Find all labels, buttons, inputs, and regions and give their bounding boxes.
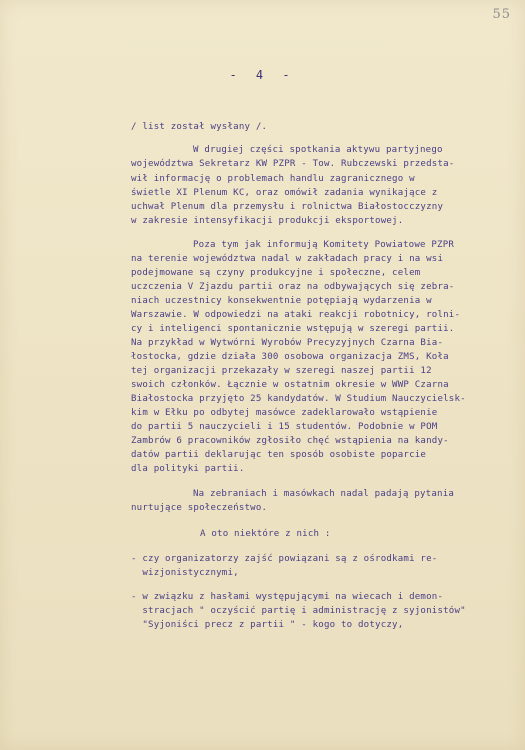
paragraph-3-line: nurtujące społeczeństwo. (131, 503, 268, 513)
paragraph-2-line: Warszawie. W odpowiedzi na ataki reakcji robotnicy, rolni- (131, 310, 461, 320)
paragraph-1-line: województwa Sekretarz KW PZPR - Tow. Rubczewski przedsta- (131, 159, 455, 169)
paragraph-2-line: Zambrów 6 pracowników zgłosiło chęć wstąpienia na kandy- (131, 436, 449, 446)
paragraph-1-line: w zakresie intensyfikacji produkcji eksportowej. (131, 216, 404, 226)
paragraph-2-line: cy i inteligenci spontanicznie wstępują w szeregi partii. (131, 324, 455, 334)
question-line: "Syjoniści precz z partii " - kogo to dotyczy, (131, 620, 404, 630)
paragraph-1-line: W drugiej części spotkania aktywu partyjnego (193, 145, 443, 155)
paragraph-2-line: uczczenia V Zjazdu partii oraz na odbywających się zebra- (131, 282, 455, 292)
page-marker: - 4 - (229, 68, 296, 82)
opening-line: / list został wysłany /. (131, 122, 268, 132)
paragraph-2-line: swoich członków. Łącznie w ostatnim okresie w WWP Czarna (131, 380, 449, 390)
paragraph-2-line: datów partii deklarując ten sposób osobiste poparcie (131, 450, 427, 460)
question-line: - w związku z hasłami występującymi na wiecach i demon- (131, 592, 444, 602)
paragraph-2-line: podejmowane są czyny produkcyjne i społeczne, celem (131, 268, 421, 278)
question-line: stracjach " oczyścić partię i administrację z syjonistów" (131, 606, 466, 616)
paragraph-2-line: do partii 5 nauczycieli i 15 studentów. Podobnie w POM (131, 422, 438, 432)
paragraph-2-line: Poza tym jak informują Komitety Powiatowe PZPR (193, 240, 455, 250)
paragraph-2-line: dla polityki partii. (131, 464, 245, 474)
paragraph-1-line: uchwał Plenum dla przemysłu i rolnictwa Białostocczyzny (131, 202, 444, 212)
paragraph-2-line: niach uczestnicy konsekwentnie potępiają wydarzenia w (131, 296, 432, 306)
paragraph-2-line: na terenie województwa nadal w zakładach pracy i na wsi (131, 254, 444, 264)
question-line: wizjonistycznymi, (131, 568, 239, 578)
handwritten-page-number: 55 (492, 7, 511, 22)
paragraph-2-line: tej organizacji przekazały w szeregi naszej partii 12 (131, 366, 432, 376)
paragraph-4-line: A oto niektóre z nich : (200, 529, 331, 539)
paragraph-2-line: Białostocka przyjęto 25 kandydatów. W Studium Nauczycielsk- (131, 394, 466, 404)
paragraph-2-line: kim w Ełku po odbytej masówce zadeklarowało wstąpienie (131, 408, 438, 418)
paragraph-2-line: Na przykład w Wytwórni Wyrobów Precyzyjnych Czarna Bia- (131, 338, 444, 348)
paragraph-3-line: Na zebraniach i masówkach nadal padają pytania (193, 489, 455, 499)
paragraph-2-line: łostocka, gdzie działa 300 osobowa organizacja ZMS, Koła (131, 352, 449, 362)
question-line: - czy organizatorzy zajść powiązani są z ośrodkami re- (131, 554, 438, 564)
paragraph-1-line: wił informację o problemach handlu zagranicznego w (131, 174, 415, 184)
paragraph-1-line: świetle XI Plenum KC, oraz omówił zadania wynikające z (131, 188, 438, 198)
